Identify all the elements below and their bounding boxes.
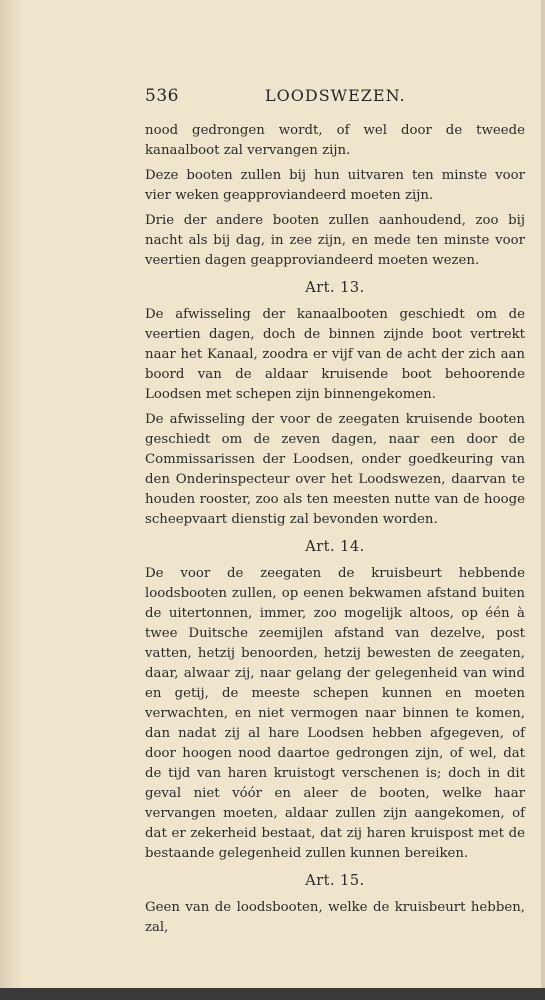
article-heading-14: Art. 14.	[305, 539, 365, 555]
body-text	[145, 121, 525, 938]
page-header	[145, 86, 525, 110]
paragraph-7: Geen van de loodsbooten, welke de kruisbeurt hebben, zal,	[145, 900, 525, 935]
page-number: 536	[145, 86, 179, 106]
page-gutter	[0, 0, 22, 1000]
paragraph-5: De afwisseling der voor de zeegaten kruisende booten geschiedt om de zeven dagen, naar een door de Commissarissen der Loodsen, onder goedkeuring van den Onderinspecteur over het Loodswezen, daarvan te houden rooster, zoo als ten meesten nutte van de hooge scheepvaart dienstig zal bevonden worden.	[145, 412, 525, 527]
paragraph-2: Deze booten zullen bij hun uitvaren ten minste voor vier weken geapproviandeerd moeten zijn.	[145, 168, 525, 203]
article-heading-13: Art. 13.	[305, 280, 365, 296]
scan-background	[0, 988, 545, 1000]
paragraph-6: De voor de zeegaten de kruisbeurt hebbende loodsbooten zullen, op eenen bekwamen afstand buiten de uitertonnen, immer, zoo mogelijk altoos, op één à twee Duitsche zeemijlen afstand van dezelve, post vatten, hetzij benoorden, hetzij bewesten de zeegaten, daar, alwaar zij, naar gelang der gelegenheid van wind en getij, de meeste schepen kunnen en moeten verwachten, en niet vermogen naar binnen te komen, dan nadat zij al hare Loodsen hebben afgegeven, of door hoogen nood daartoe gedrongen zijn, of wel, dat de tijd van haren kruistogt verschenen is; doch in dit geval niet vóór en aleer de booten, welke haar vervangen moeten, aldaar zullen zijn aangekomen, of dat er zekerheid bestaat, dat zij haren kruispost met de bestaande gelegenheid zullen kunnen bereiken.	[145, 566, 525, 861]
paragraph-3: Drie der andere booten zullen aanhoudend, zoo bij nacht als bij dag, in zee zijn, en mede ten minste voor veertien dagen geapproviandeerd moeten wezen.	[145, 213, 525, 268]
page-edge	[541, 0, 545, 1000]
paragraph-1: nood gedrongen wordt, of wel door de tweede kanaalboot zal vervangen zijn.	[145, 123, 525, 158]
paragraph-4: De afwisseling der kanaalbooten geschiedt om de veertien dagen, doch de binnen zijnde boot vertrekt naar het Kanaal, zoodra er vijf van de acht der zich aan boord van de aldaar kruisende boot behoorende Loodsen met schepen zijn binnengekomen.	[145, 307, 525, 402]
article-heading-15: Art. 15.	[305, 873, 365, 889]
running-head: LOODSWEZEN.	[265, 86, 406, 105]
